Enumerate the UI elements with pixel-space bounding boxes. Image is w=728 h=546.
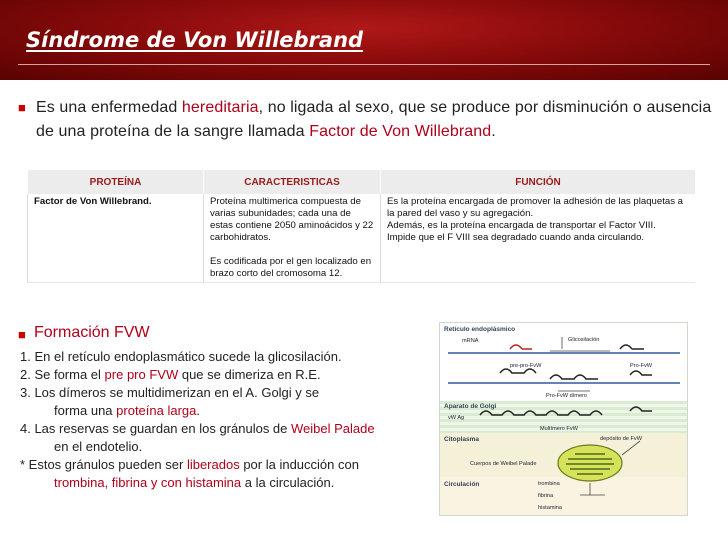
list-item: 3. Los dímeros se multidimerizan en el A. Golgi y se bbox=[20, 385, 320, 400]
table-header-row bbox=[28, 170, 696, 194]
title-divider bbox=[18, 64, 710, 65]
list-item: forma una proteína larga. bbox=[54, 403, 201, 418]
header-funcion: FUNCIÓN bbox=[381, 170, 696, 194]
cell-protein: Factor de Von Willebrand. bbox=[28, 194, 204, 283]
label-deposito: depósito de FvW bbox=[600, 436, 642, 442]
label-circulacion: Circulación bbox=[444, 481, 480, 488]
bullet-icon: ■ bbox=[18, 100, 26, 115]
diagram-shapes bbox=[440, 323, 687, 515]
title-bar bbox=[0, 0, 728, 80]
cell-characteristics: Proteína multimerica compuesta de varias subunidades; cada una de estas contiene 2050 aminoácidos y 22 carbohidratos. Es codificada por el gen localizado en brazo corto del cromosoma 12. bbox=[204, 194, 381, 283]
label-dimero: Pro-FvW dímero bbox=[546, 393, 588, 399]
highlight-factor: Factor de Von Willebrand bbox=[309, 123, 492, 140]
label-pro: Pro-FvW bbox=[630, 363, 653, 369]
slide-title: Síndrome de Von Willebrand bbox=[26, 28, 364, 52]
intro-paragraph: Es una enfermedad hereditaria, no ligada al sexo, que se produce por disminución o ausencia de una proteína de la sangre llamada Factor de Von Willebrand. bbox=[36, 99, 712, 140]
header-proteina: PROTEÍNA bbox=[28, 170, 204, 194]
label-prepro: pre-pro-FvW bbox=[510, 363, 542, 369]
label-trombina: trombina bbox=[538, 481, 560, 487]
bullet-icon: ■ bbox=[18, 327, 26, 342]
list-item: 2. Se forma el pre pro FVW que se dimeriza en R.E. bbox=[20, 367, 321, 382]
vwf-formation-diagram bbox=[439, 322, 688, 516]
label-vwag: vW Ag bbox=[448, 415, 465, 421]
list-item: * Estos gránulos pueden ser liberados por la inducción con bbox=[20, 457, 359, 472]
table-row bbox=[28, 194, 696, 283]
label-golgi: Aparato de Golgi bbox=[444, 403, 497, 410]
label-glicosilacion: Glicosilación bbox=[568, 337, 600, 343]
protein-table bbox=[27, 170, 695, 283]
label-histamina: histamina bbox=[538, 505, 562, 511]
label-multimero: Multímero FvW bbox=[540, 426, 578, 432]
header-caracteristicas: CARACTERISTICAS bbox=[204, 170, 381, 194]
label-weibel: Cuerpos de Weibel Palade bbox=[470, 461, 537, 467]
section-title: Formación FVW bbox=[34, 324, 150, 341]
list-item: en el endotelio. bbox=[54, 439, 143, 454]
list-item: 4. Las reservas se guardan en los gránulos de Weibel Palade bbox=[20, 421, 375, 436]
label-fibrina: fibrina bbox=[538, 493, 554, 499]
cell-function: Es la proteína encargada de promover la adhesión de las plaquetas a la pared del vaso y su agregación. Además, es la proteína encargada de transportar el Factor VIII. Impide que el F VIII sea degradado cuando anda circulando. bbox=[381, 194, 696, 283]
list-item: trombina, fibrina y con histamina a la circulación. bbox=[54, 475, 335, 490]
label-re: Retículo endoplásmico bbox=[444, 326, 516, 333]
highlight-hereditaria: hereditaria bbox=[181, 99, 259, 116]
list-item: 1. En el retículo endoplasmático sucede la glicosilación. bbox=[20, 349, 342, 364]
label-citoplasma: Citoplasma bbox=[444, 436, 480, 443]
formation-list bbox=[20, 348, 440, 492]
label-mrna: mRNA bbox=[462, 338, 479, 344]
